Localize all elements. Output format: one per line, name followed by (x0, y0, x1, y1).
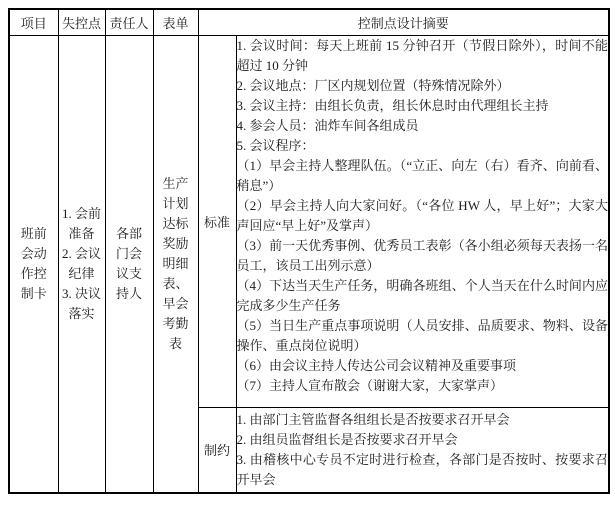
form-line: 早会 (162, 295, 189, 311)
responsible-line: 门会 (115, 245, 142, 261)
project-cell (9, 35, 58, 493)
loss-point-cell (58, 35, 105, 493)
responsible-line: 持人 (115, 285, 142, 301)
standard-item: （5）当日生产重点事项说明（人员安排、品质要求、物料、设备操作、重点岗位说明） (236, 317, 609, 353)
standard-item: （4）下达当天生产任务，明确各班组、个人当天在什么时间内应完成多少生产任务 (236, 277, 609, 313)
project-line: 班前 (20, 225, 47, 241)
standard-item: （1）早会主持人整理队伍。（“立正、向左（右）看齐、向前看、稍息”） (236, 157, 609, 193)
loss-point-line: 3. 决议 (61, 285, 101, 301)
form-line: 达标 (162, 215, 189, 231)
responsible-line: 议支 (115, 265, 142, 281)
constraint-item: 2. 由组员监督组长是否按要求召开早会 (236, 431, 458, 447)
project-line: 制卡 (20, 285, 47, 301)
loss-point-line: 纪律 (68, 265, 95, 281)
loss-point-line: 落实 (68, 305, 95, 321)
header-summary: 控制点设计摘要 (198, 9, 609, 35)
loss-point-line: 准备 (68, 225, 95, 241)
header-form: 表单 (153, 9, 198, 35)
responsible-cell (105, 35, 153, 493)
standard-item: （6）由会议主持人传达公司会议精神及重要事项 (236, 357, 517, 373)
project-line: 会动 (20, 245, 47, 261)
constraint-label-cell: 制约 (198, 407, 236, 493)
standard-row (9, 35, 609, 407)
constraint-content-cell (236, 407, 609, 493)
form-line: 表、 (162, 275, 189, 291)
form-line: 奖励 (162, 235, 189, 251)
header-row (9, 9, 609, 35)
constraint-item: 3. 由稽核中心专员不定时进行检查，各部门是否按时、按要求召开早会 (236, 451, 609, 487)
form-line: 生产 (162, 175, 189, 191)
responsible-line: 各部 (115, 225, 142, 241)
form-line: 计划 (162, 195, 189, 211)
standard-item: 3. 会议主持：由组长负责，组长休息时由代理组长主持 (236, 97, 549, 113)
constraint-item: 1. 由部门主管监督各组组长是否按要求召开早会 (236, 411, 510, 427)
header-loss-point: 失控点 (58, 9, 105, 35)
standard-item: 5. 会议程序： (236, 137, 315, 153)
standard-content-cell (236, 35, 609, 407)
loss-point-line: 1. 会前 (61, 205, 101, 221)
standard-item: （7）主持人宣布散会（谢谢大家，大家掌声） (236, 377, 504, 393)
form-line: 明细 (162, 255, 189, 271)
form-cell (153, 35, 198, 493)
control-card-table (8, 8, 610, 494)
form-line: 考勤 (162, 315, 189, 331)
header-project: 项目 (9, 9, 58, 35)
standard-item: （2）早会主持人向大家问好。（“各位 HW 人，早上好”；大家大声回应“早上好”及掌声） (236, 197, 609, 233)
standard-label-cell: 标准 (198, 35, 236, 407)
form-line: 表 (168, 335, 182, 351)
header-responsible: 责任人 (105, 9, 153, 35)
standard-item: 4. 参会人员：油炸车间各组成员 (236, 117, 419, 133)
loss-point-line: 2. 会议 (61, 245, 101, 261)
project-line: 作控 (20, 265, 47, 281)
standard-item: 1. 会议时间：每天上班前 15 分钟召开（节假日除外），时间不能超过 10 分钟 (236, 37, 609, 73)
standard-item: （3）前一天优秀事例、优秀员工表彰（各小组必须每天表扬一名员工，该员工出列示意） (236, 237, 609, 273)
standard-item: 2. 会议地点：厂区内规划位置（特殊情况除外） (236, 77, 510, 93)
